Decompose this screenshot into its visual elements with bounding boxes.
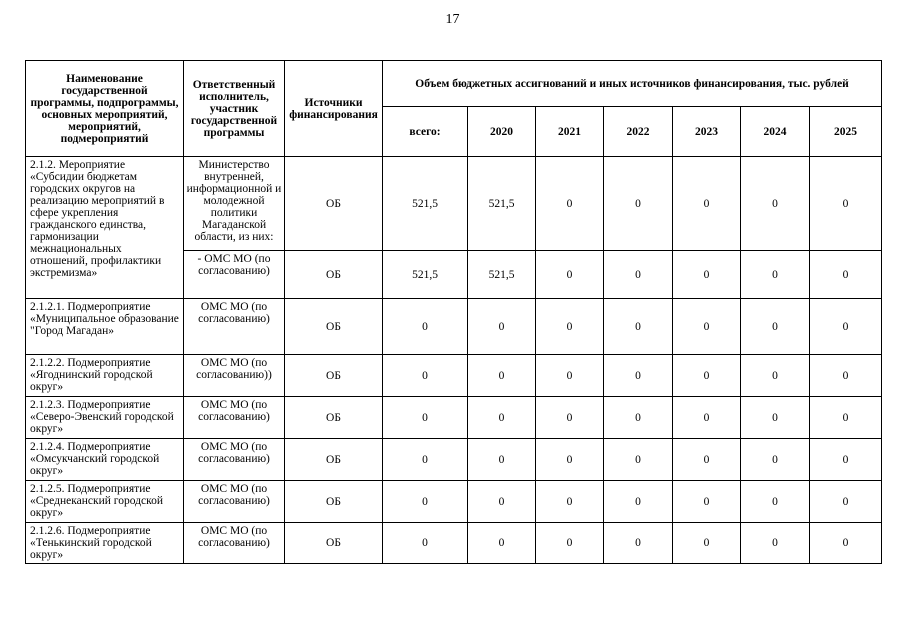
row-value: 0 (604, 481, 673, 523)
row-name: 2.1.2.2. Подмероприятие «Ягоднинский городской округ» (26, 355, 184, 397)
header-source: Источники финансирования (285, 61, 383, 157)
header-year: 2022 (604, 107, 673, 157)
row-value: 0 (536, 439, 604, 481)
row-total: 0 (383, 397, 468, 439)
row-value: 0 (810, 439, 882, 481)
row-value: 0 (810, 355, 882, 397)
row-value: 0 (741, 523, 810, 564)
table-row (26, 355, 882, 397)
row-value: 0 (673, 439, 741, 481)
table-row (26, 481, 882, 523)
row-value: 0 (810, 397, 882, 439)
row-value: 0 (468, 299, 536, 355)
budget-table (25, 60, 882, 564)
row-value: 0 (741, 397, 810, 439)
header-volume: Объем бюджетных ассигнований и иных источников финансирования, тыс. рублей (383, 61, 882, 107)
row-value: 0 (673, 523, 741, 564)
row-name: 2.1.2.4. Подмероприятие «Омсукчанский городской округ» (26, 439, 184, 481)
header-total: всего: (383, 107, 468, 157)
row-name: 2.1.2. Мероприятие «Субсидии бюджетам городских округов на реализацию мероприятий в сфере укрепления гражданского единства, гармонизации межнациональных отношений, профилактики экстремизма» (26, 157, 184, 299)
row-value: 0 (673, 481, 741, 523)
row-responsible: ОМС МО (по согласованию) (184, 523, 285, 564)
page-number: 17 (445, 12, 460, 27)
row-value: 0 (810, 299, 882, 355)
row-responsible: ОМС МО (по согласованию) (184, 439, 285, 481)
row-total: 521,5 (383, 157, 468, 251)
row-source: ОБ (285, 299, 383, 355)
row-responsible: Министерство внутренней, информационной и молодежной политики Магаданской области, из них: (184, 157, 285, 251)
row-value: 0 (673, 355, 741, 397)
row-value: 0 (810, 523, 882, 564)
row-value: 0 (468, 397, 536, 439)
row-value: 0 (673, 397, 741, 439)
table-row (26, 157, 882, 251)
row-value: 0 (810, 157, 882, 251)
row-value: 0 (604, 251, 673, 299)
row-value: 0 (741, 157, 810, 251)
row-value: 0 (673, 299, 741, 355)
row-value: 0 (604, 299, 673, 355)
row-value: 0 (741, 439, 810, 481)
row-value: 521,5 (468, 251, 536, 299)
row-total: 0 (383, 481, 468, 523)
row-value: 0 (468, 481, 536, 523)
row-responsible: ОМС МО (по согласованию)) (184, 355, 285, 397)
row-total: 521,5 (383, 251, 468, 299)
row-name: 2.1.2.3. Подмероприятие «Северо-Эвенский городской округ» (26, 397, 184, 439)
row-value: 0 (673, 251, 741, 299)
header-name: Наименование государственной программы, подпрограммы, основных мероприятий, мероприятий, подмероприятий (26, 61, 184, 157)
row-value: 0 (741, 481, 810, 523)
row-value: 0 (741, 355, 810, 397)
table-row (26, 397, 882, 439)
row-source: ОБ (285, 481, 383, 523)
row-value: 0 (468, 439, 536, 481)
row-name: 2.1.2.6. Подмероприятие «Тенькинский городской округ» (26, 523, 184, 564)
row-source: ОБ (285, 251, 383, 299)
row-value: 0 (536, 523, 604, 564)
row-value: 0 (536, 481, 604, 523)
header-responsible: Ответственный исполнитель, участник государственной программы (184, 61, 285, 157)
row-value: 0 (741, 251, 810, 299)
row-total: 0 (383, 439, 468, 481)
row-value: 0 (468, 523, 536, 564)
table-row (26, 523, 882, 564)
row-value: 0 (536, 251, 604, 299)
header-year: 2020 (468, 107, 536, 157)
row-total: 0 (383, 523, 468, 564)
row-name: 2.1.2.1. Подмероприятие «Муниципальное образование "Город Магадан» (26, 299, 184, 355)
header-year: 2024 (741, 107, 810, 157)
row-responsible: - ОМС МО (по согласованию) (184, 251, 285, 299)
row-source: ОБ (285, 397, 383, 439)
row-value: 521,5 (468, 157, 536, 251)
row-value: 0 (536, 397, 604, 439)
row-source: ОБ (285, 355, 383, 397)
header-year: 2023 (673, 107, 741, 157)
table-row (26, 439, 882, 481)
row-value: 0 (536, 299, 604, 355)
header-year: 2025 (810, 107, 882, 157)
row-responsible: ОМС МО (по согласованию) (184, 481, 285, 523)
row-total: 0 (383, 355, 468, 397)
row-value: 0 (468, 355, 536, 397)
row-value: 0 (810, 251, 882, 299)
row-responsible: ОМС МО (по согласованию) (184, 397, 285, 439)
row-value: 0 (604, 157, 673, 251)
row-source: ОБ (285, 523, 383, 564)
row-value: 0 (810, 481, 882, 523)
header-year: 2021 (536, 107, 604, 157)
row-source: ОБ (285, 157, 383, 251)
row-value: 0 (673, 157, 741, 251)
row-value: 0 (536, 157, 604, 251)
row-name: 2.1.2.5. Подмероприятие «Среднеканский городской округ» (26, 481, 184, 523)
row-value: 0 (604, 439, 673, 481)
row-value: 0 (604, 355, 673, 397)
row-value: 0 (604, 397, 673, 439)
row-total: 0 (383, 299, 468, 355)
row-value: 0 (536, 355, 604, 397)
row-source: ОБ (285, 439, 383, 481)
row-responsible: ОМС МО (по согласованию) (184, 299, 285, 355)
table-row (26, 299, 882, 355)
row-value: 0 (604, 523, 673, 564)
row-value: 0 (741, 299, 810, 355)
